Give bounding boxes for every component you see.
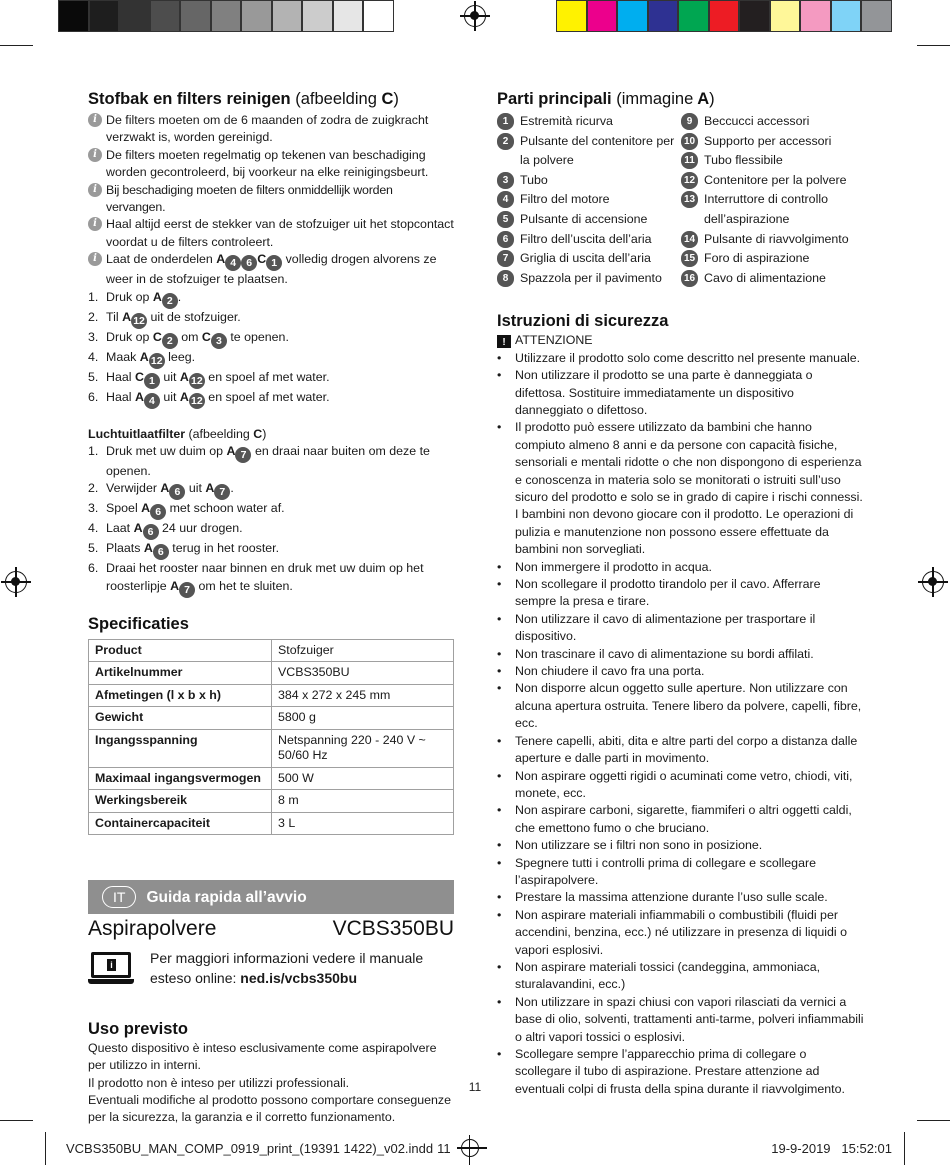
bullet: • xyxy=(497,646,502,661)
spec-key: Gewicht xyxy=(89,707,272,730)
part-badge: 7 xyxy=(179,582,195,598)
info-icon: i xyxy=(88,252,102,266)
gray-swatch xyxy=(241,0,272,32)
spec-key: Product xyxy=(89,639,272,662)
bullet: • xyxy=(497,350,502,365)
spec-value: Netspanning 220 - 240 V ~ 50/60 Hz xyxy=(272,729,454,767)
table-row xyxy=(89,767,454,790)
part-badge: 6 xyxy=(150,504,166,520)
quick-start-title: Guida rapida all’avvio xyxy=(146,888,307,906)
info-item: i De filters moeten regelmatig op tekenen van beschadiging worden gecontroleerd, bij voorkeur na elke reinigingsbeurt. xyxy=(88,147,454,182)
info-item: i Haal altijd eerst de stekker van de stofzuiger uit het stopcontact voordat u de filters controleert. xyxy=(88,216,454,251)
part-item xyxy=(681,151,865,171)
spec-value: 384 x 272 x 245 mm xyxy=(272,684,454,707)
part-badge: 6 xyxy=(241,255,257,271)
part-label: Foro di aspirazione xyxy=(704,251,810,266)
list-item: 6. Draai het rooster naar binnen en druk met uw duim op het roosterlipje A 7 om het te sluiten. xyxy=(88,561,424,596)
product-row xyxy=(88,917,454,941)
part-label: Pulsante del contenitore per la polvere xyxy=(520,133,675,168)
list-item: 1. Druk op A 2 . xyxy=(88,289,182,307)
part-badge: 12 xyxy=(131,313,147,329)
part-badge: 12 xyxy=(189,373,205,389)
print-footer xyxy=(66,1139,892,1157)
parts-list xyxy=(497,112,865,288)
list-item: • Tenere capelli, abiti, dita e altre parti del corpo a distanza dalle aperture e dalle parti in movimento. xyxy=(497,733,865,768)
list-item: • Non aspirare carboni, sigarette, fiammiferi o altri oggetti caldi, che emettono fumo o che bruciano. xyxy=(497,802,865,837)
part-number-badge: 5 xyxy=(497,211,514,228)
registration-mark-top-icon xyxy=(464,5,486,27)
use-paragraph: Questo dispositivo è inteso esclusivamente come aspirapolvere per utilizzo in interni. xyxy=(88,1040,437,1073)
color-swatch xyxy=(831,0,862,32)
part-badge: 2 xyxy=(162,293,178,309)
part-badge: 6 xyxy=(143,524,159,540)
part-item xyxy=(681,171,865,191)
part-item xyxy=(497,210,681,230)
part-number-badge: 9 xyxy=(681,113,698,130)
crop-mark xyxy=(917,45,950,46)
part-item xyxy=(681,132,865,152)
product-code: VCBS350BU xyxy=(332,917,454,941)
bullet: • xyxy=(497,994,502,1009)
part-label: Beccucci accessori xyxy=(704,114,810,128)
part-item xyxy=(497,171,681,191)
crop-mark xyxy=(0,45,33,46)
part-item xyxy=(497,249,681,269)
part-number-badge: 1 xyxy=(497,113,514,130)
registration-mark-icon xyxy=(461,1139,479,1157)
list-item: 2. Til A 12 uit de stofzuiger. xyxy=(88,309,241,327)
part-label: Contenitore per la polvere xyxy=(704,172,847,187)
part-label: Estremità ricurva xyxy=(520,114,613,128)
part-item xyxy=(681,249,865,269)
list-item: 4. Maak A 12 leeg. xyxy=(88,349,196,367)
part-number-badge: 8 xyxy=(497,270,514,287)
part-label: Cavo di alimentazione xyxy=(704,270,826,285)
gray-swatch xyxy=(58,0,89,32)
part-number-badge: 10 xyxy=(681,133,698,150)
bullet: • xyxy=(497,577,502,592)
table-row xyxy=(89,662,454,685)
part-item xyxy=(681,230,865,250)
bullet: • xyxy=(497,420,502,435)
part-item xyxy=(497,190,681,210)
color-swatch xyxy=(556,0,587,32)
warning-row: ! ATTENZIONE xyxy=(497,332,865,349)
part-badge: 12 xyxy=(189,393,205,409)
table-row xyxy=(89,729,454,767)
gray-swatch xyxy=(333,0,364,32)
spec-key: Werkingsbereik xyxy=(89,790,272,813)
list-item: • Spegnere tutti i controlli prima di collegare e scollegare l’aspirapolvere. xyxy=(497,855,865,890)
clean-steps xyxy=(88,289,454,409)
bullet: • xyxy=(497,768,502,783)
part-badge: 6 xyxy=(169,484,185,500)
gray-swatch xyxy=(150,0,181,32)
spec-title: Specificaties xyxy=(88,614,189,633)
part-item xyxy=(681,269,865,289)
part-label: Spazzola per il pavimento xyxy=(520,270,662,285)
part-badge: 12 xyxy=(149,353,165,369)
part-number-badge: 4 xyxy=(497,191,514,208)
gray-swatch xyxy=(363,0,394,32)
page-number: 11 xyxy=(468,1080,482,1094)
part-number-badge: 7 xyxy=(497,250,514,267)
part-badge: 4 xyxy=(225,255,241,271)
color-swatch xyxy=(617,0,648,32)
list-item: 5. Haal C 1 uit A 12 en spoel af met water. xyxy=(88,369,330,387)
product-name: Aspirapolvere xyxy=(88,917,217,941)
gray-swatch xyxy=(302,0,333,32)
part-badge: 3 xyxy=(211,333,227,349)
color-swatch xyxy=(861,0,892,32)
part-number-badge: 2 xyxy=(497,133,514,150)
part-badge: 6 xyxy=(153,544,169,560)
list-item: 6. Haal A 4 uit A 12 en spoel af met water. xyxy=(88,389,330,407)
part-badge: 7 xyxy=(235,447,251,463)
list-item: • Non trascinare il cavo di alimentazione su bordi affilati. xyxy=(497,646,865,663)
part-number-badge: 3 xyxy=(497,172,514,189)
part-label: Interruttore di controllo dell’aspirazione xyxy=(704,192,828,226)
list-item: • Non utilizzare se i filtri non sono in posizione. xyxy=(497,837,865,854)
list-item: • Utilizzare il prodotto solo come descritto nel presente manuale. xyxy=(497,350,865,367)
part-badge: 4 xyxy=(144,393,160,409)
part-number-badge: 12 xyxy=(681,172,698,189)
list-item: 3. Spoel A 6 met schoon water af. xyxy=(88,501,285,519)
part-number-badge: 16 xyxy=(681,270,698,287)
part-item xyxy=(497,230,681,250)
bullet: • xyxy=(497,838,502,853)
spec-key: Maximaal ingangsvermogen xyxy=(89,767,272,790)
part-item xyxy=(497,132,681,171)
list-item: • Non disporre alcun oggetto sulle aperture. Non utilizzare con alcuna apertura ostruita. Tenere libero da polvere, capelli, fibre, ecc. xyxy=(497,680,865,732)
warning-icon xyxy=(497,335,511,348)
right-column xyxy=(497,88,865,1098)
list-item: 3. Druk op C 2 om C 3 te openen. xyxy=(88,329,289,347)
part-item xyxy=(681,112,865,132)
list-item: • Non aspirare oggetti rigidi o acuminati come vetro, chiodi, viti, monete, ecc. xyxy=(497,768,865,803)
laptop-info-icon: i xyxy=(88,952,134,986)
part-number-badge: 11 xyxy=(681,152,698,169)
color-swatch xyxy=(709,0,740,32)
list-item: 4. Laat A 6 24 uur drogen. xyxy=(88,521,243,539)
list-item: 5. Plaats A 6 terug in het rooster. xyxy=(88,541,280,559)
list-item: • Non chiudere il cavo fra una porta. xyxy=(497,663,865,680)
bullet: • xyxy=(497,959,502,974)
bullet: • xyxy=(497,855,502,870)
part-label: Supporto per accessori xyxy=(704,133,832,148)
list-item: • Prestare la massima attenzione durante l’uso sulle scale. xyxy=(497,889,865,906)
footer-page: 11 xyxy=(437,1140,451,1156)
part-label: Pulsante di accensione xyxy=(520,211,648,226)
table-row xyxy=(89,707,454,730)
color-swatch xyxy=(678,0,709,32)
registration-mark-right-icon xyxy=(922,571,944,593)
cmyk-color-bar xyxy=(556,0,892,32)
crop-mark xyxy=(45,1132,46,1165)
table-row xyxy=(89,639,454,662)
gray-color-bar xyxy=(58,0,394,32)
spec-key: Ingangsspanning xyxy=(89,729,272,767)
manual-link[interactable]: ned.is/vcbs350bu xyxy=(240,969,358,986)
gray-swatch xyxy=(211,0,242,32)
info-icon: i xyxy=(88,113,102,127)
use-title: Uso previsto xyxy=(88,1019,188,1038)
part-badge: 7 xyxy=(214,484,230,500)
part-label: Pulsante di riavvolgimento xyxy=(704,231,849,246)
color-swatch xyxy=(739,0,770,32)
footer-time: 15:52:01 xyxy=(841,1140,892,1156)
spec-value: 500 W xyxy=(272,767,454,790)
list-item: • Il prodotto può essere utilizzato da bambini che hanno compiuto almeno 8 anni e da persone con capacità fisiche, sensoriali e mentali ridotte o che non dispongono di esperienza e conoscenza in materia solo se monitorati o istruiti sull’uso sicuro del prodotto e solo se in grado di capire i rischi connessi. I bambini non devono giocare con il prodotto. Le operazioni di pulizia e manutenzione non possono essere effettuate da bambini non sorvegliati. xyxy=(497,419,865,558)
crop-mark xyxy=(917,1120,950,1121)
list-item: • Non aspirare materiali infiammabili o combustibili (fluidi per accendini, benzina, ecc.) né utilizzare in presenza di liquidi o vapori esplosivi. xyxy=(497,907,865,959)
table-row xyxy=(89,790,454,813)
left-column xyxy=(88,88,454,1127)
part-number-badge: 14 xyxy=(681,231,698,248)
list-item: 1. Druk met uw duim op A 7 en draai naar buiten om deze te openen. xyxy=(88,444,430,479)
gray-swatch xyxy=(180,0,211,32)
bullet: • xyxy=(497,611,502,626)
bullet: • xyxy=(497,803,502,818)
part-badge: 1 xyxy=(266,255,282,271)
part-item xyxy=(681,190,865,229)
list-item: • Non immergere il prodotto in acqua. xyxy=(497,559,865,576)
part-label: Griglia di uscita dell’aria xyxy=(520,251,651,266)
list-item: 2. Verwijder A 6 uit A 7 . xyxy=(88,481,234,499)
outlet-title: Luchtuitlaatfilter (afbeelding C) xyxy=(88,426,267,441)
part-item xyxy=(497,269,681,289)
language-code-badge: IT xyxy=(102,886,136,908)
bullet: • xyxy=(497,664,502,679)
bullet: • xyxy=(497,733,502,748)
safety-title: Istruzioni di sicurezza xyxy=(497,312,669,331)
info-item: i Laat de onderdelen A 4 6 C 1 volledig drogen alvorens ze weer in de stofzuiger te plaatsen. xyxy=(88,251,454,288)
info-item: i Bij beschadiging moeten de filters onmiddellijk worden vervangen. xyxy=(88,182,454,217)
outlet-steps xyxy=(88,443,454,598)
manual-note: i Per maggiori informazioni vedere il manuale esteso online: ned.is/vcbs350bu xyxy=(88,948,454,988)
bullet: • xyxy=(497,559,502,574)
bullet: • xyxy=(497,368,502,383)
spec-value: Stofzuiger xyxy=(272,639,454,662)
info-icon: i xyxy=(88,183,102,197)
part-number-badge: 6 xyxy=(497,231,514,248)
bullet: • xyxy=(497,1047,502,1061)
list-item: • Non scollegare il prodotto tirandolo per il cavo. Afferrare sempre la presa e tirare. xyxy=(497,576,865,611)
spec-value: 5800 g xyxy=(272,707,454,730)
part-label: Filtro dell’uscita dell’aria xyxy=(520,231,652,246)
part-number-badge: 15 xyxy=(681,250,698,267)
crop-mark xyxy=(0,1120,33,1121)
part-badge: 2 xyxy=(162,333,178,349)
part-label: Tubo flessibile xyxy=(704,153,783,168)
color-swatch xyxy=(800,0,831,32)
bullet: • xyxy=(497,890,502,905)
color-swatch xyxy=(770,0,801,32)
gray-swatch xyxy=(272,0,303,32)
parts-title: Parti principali (immagine A) xyxy=(497,90,715,108)
info-icon: i xyxy=(88,148,102,162)
color-swatch xyxy=(648,0,679,32)
list-item: • Non utilizzare in spazi chiusi con vapori rilasciati da vernici a base di olio, solventi, trattamenti anti-tarme, polveri infiammabili o altri vapori tossici o esplosivi. xyxy=(497,994,865,1046)
safety-list xyxy=(497,350,865,1098)
footer-date: 19-9-2019 xyxy=(771,1140,831,1156)
clean-title: Stofbak en filters reinigen (afbeelding C) xyxy=(88,90,399,108)
bullet: • xyxy=(497,681,502,696)
spec-key: Artikelnummer xyxy=(89,662,272,685)
spec-value: VCBS350BU xyxy=(272,662,454,685)
spec-value: 3 L xyxy=(272,812,454,835)
part-badge: 1 xyxy=(144,373,160,389)
gray-swatch xyxy=(89,0,120,32)
table-row xyxy=(89,684,454,707)
part-label: Tubo xyxy=(520,172,548,187)
spec-key: Afmetingen (l x b x h) xyxy=(89,684,272,707)
color-swatch xyxy=(587,0,618,32)
part-label: Filtro del motore xyxy=(520,192,610,207)
list-item: • Non utilizzare il cavo di alimentazione per trasportare il dispositivo. xyxy=(497,611,865,646)
list-item: • Non utilizzare il prodotto se una parte è danneggiata o difettosa. Sostituire immediatamente un dispositivo danneggiato o difettoso. xyxy=(497,367,865,419)
spec-key: Containercapaciteit xyxy=(89,812,272,835)
table-row xyxy=(89,812,454,835)
use-paragraph: Il prodotto non è inteso per utilizzi professionali. xyxy=(88,1075,350,1090)
spec-table xyxy=(88,639,454,836)
list-item: • Scollegare sempre l’apparecchio prima di collegare o scollegare il tubo di aspirazione. Prestare attenzione ad eventuali colpi di frusta della spina durante il riavvolgimento. xyxy=(497,1046,865,1098)
footer-filename: VCBS350BU_MAN_COMP_0919_print_(19391 1422)_v02.indd xyxy=(66,1140,434,1156)
crop-mark xyxy=(904,1132,905,1165)
language-bar xyxy=(88,880,454,914)
spec-value: 8 m xyxy=(272,790,454,813)
info-icon: i xyxy=(88,217,102,231)
bullet: • xyxy=(497,907,502,922)
gray-swatch xyxy=(119,0,150,32)
registration-mark-left-icon xyxy=(5,571,27,593)
part-number-badge: 13 xyxy=(681,191,698,208)
list-item: • Non aspirare materiali tossici (candeggina, ammoniaca, sturalavandini, ecc.) xyxy=(497,959,865,994)
info-item: i De filters moeten om de 6 maanden of zodra de zuigkracht verzwakt is, worden gereinigd. xyxy=(88,112,454,147)
use-paragraph: Eventuali modifiche al prodotto possono comportare conseguenze per la sicurezza, la garanzia e il corretto funzionamento. xyxy=(88,1093,451,1125)
part-item xyxy=(497,112,681,132)
